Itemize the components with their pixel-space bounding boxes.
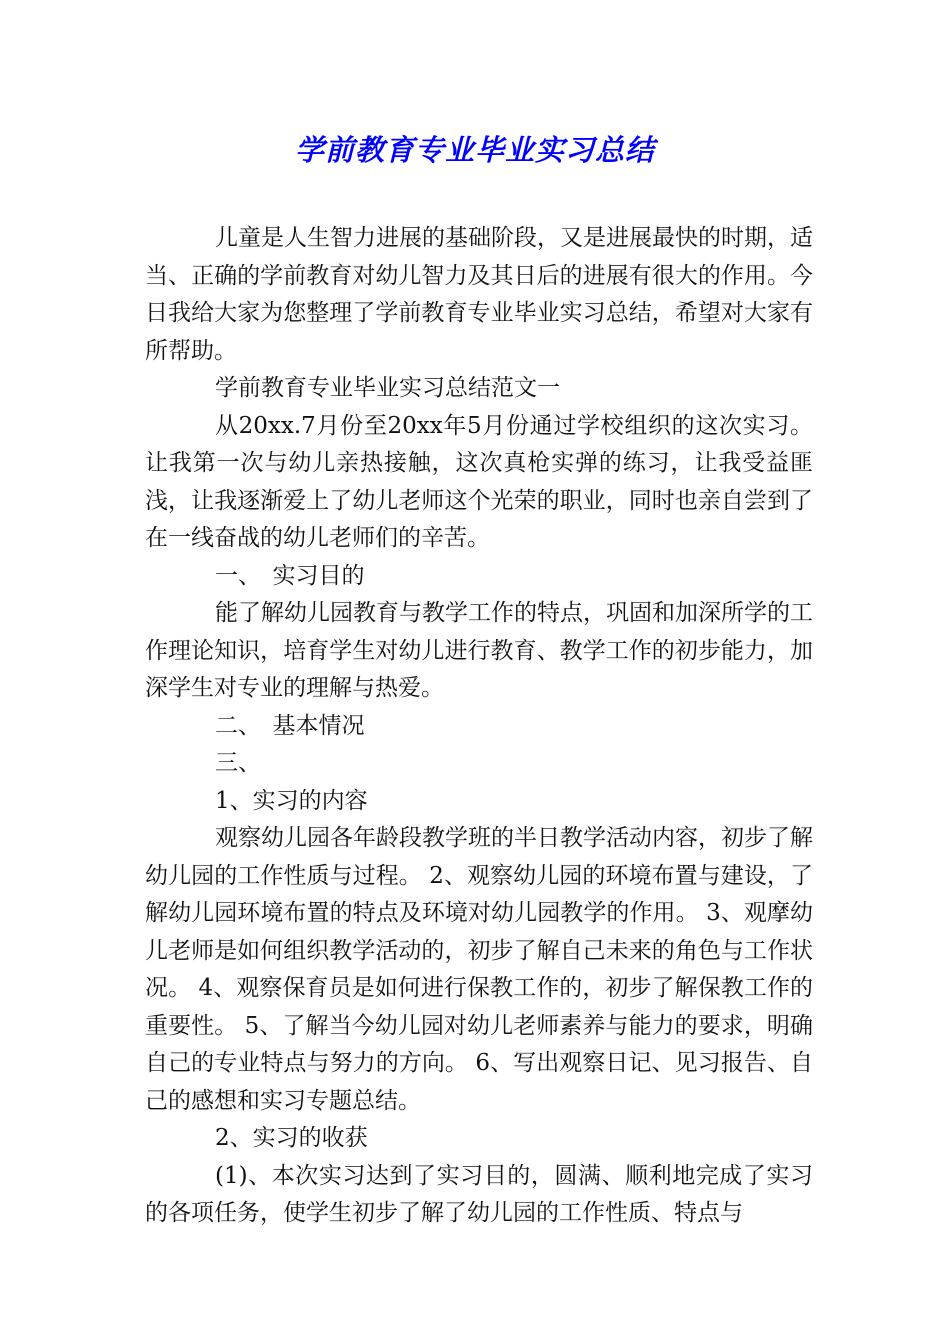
paragraph-intro: 儿童是人生智力进展的基础阶段，又是进展最快的时期，适当、正确的学前教育对幼儿智力及其日后的进展有很大的作用。今日我给大家为您整理了学前教育专业毕业实习总结，希望对大家有所帮助。 xyxy=(145,225,813,364)
document-title: 学前教育专业毕业实习总结 xyxy=(294,133,655,167)
section-heading-three: 三、 xyxy=(215,750,261,776)
paragraph-purpose: 能了解幼儿园教育与教学工作的特点，巩固和加深所学的工作理论知识，培育学生对幼儿进行教育、教学工作的初步能力，加深学生对专业的理解与热爱。 xyxy=(145,600,813,701)
paragraph-gains: (1)、本次实习达到了实习目的，圆满、顺利地完成了实习的各项任务，使学生初步了解了幼儿园的工作性质、特点与 xyxy=(145,1162,813,1226)
paragraph-internship-period: 从20xx.7月份至20xx年5月份通过学校组织的这次实习。让我第一次与幼儿亲热接触，这次真枪实弹的练习，让我受益匪浅，让我逐渐爱上了幼儿老师这个光荣的职业，同时也亲自尝到了在一线奋战的幼儿老师们的辛苦。 xyxy=(145,412,813,551)
subheading-content: 1、实习的内容 xyxy=(215,787,368,814)
paragraph-content: 观察幼儿园各年龄段教学班的半日教学活动内容，初步了解幼儿园的工作性质与过程。 2、观察幼儿园的环境布置与建设，了解幼儿园环境布置的特点及环境对幼儿园教学的作用。 3、观摩幼儿老师是如何组织教学活动的，初步了解自己未来的角色与工作状况。 4、观察保育员是如何进行保教工作的，初步了解保教工作的重要性。 5、了解当今幼儿园对幼儿老师素养与能力的要求，明确自己的专业特点与努力的方向。 6、写出观察日记、见习报告、自己的感想和实习专题总结。 xyxy=(145,825,813,1114)
section-heading-basic-situation: 二、 基本情况 xyxy=(215,712,365,739)
document-body xyxy=(145,220,813,1233)
section-heading-purpose: 一、 实习目的 xyxy=(215,562,365,589)
paragraph-sample-heading: 学前教育专业毕业实习总结范文一 xyxy=(215,375,560,401)
subheading-gains: 2、实习的收获 xyxy=(215,1125,368,1151)
